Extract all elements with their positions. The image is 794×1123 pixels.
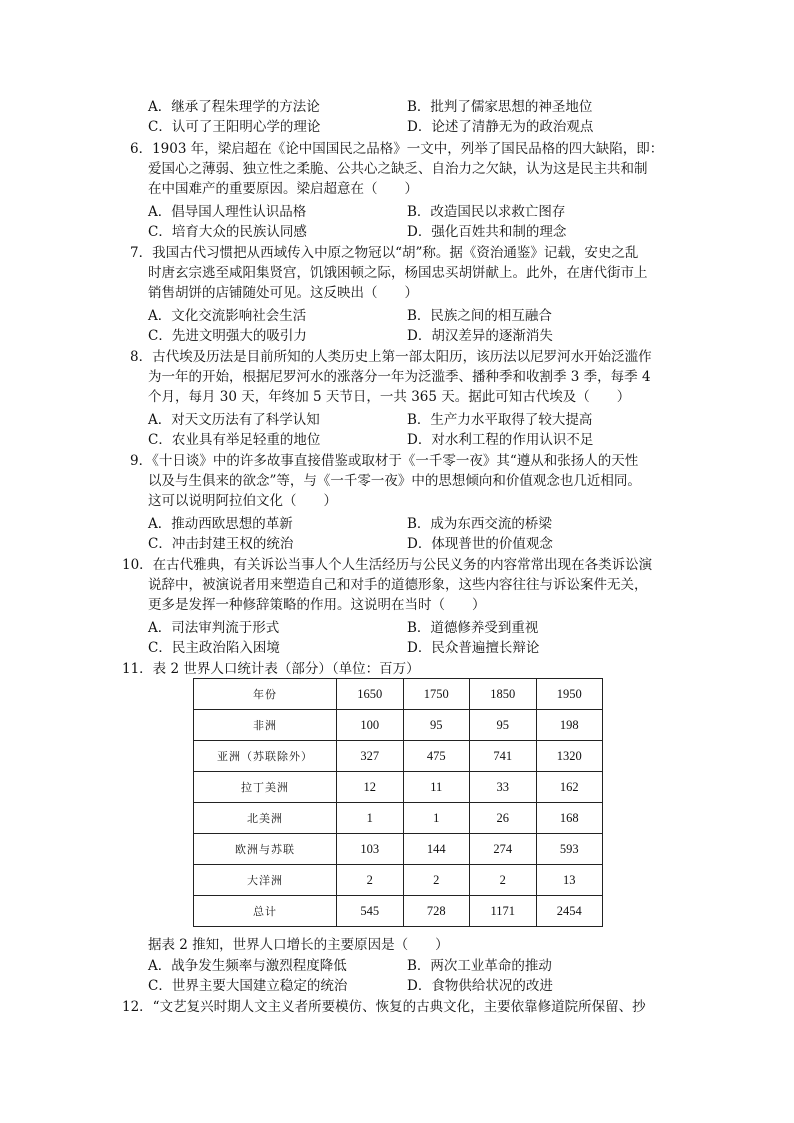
table-row [194, 741, 603, 772]
table-cell: 2 [337, 865, 404, 896]
q11-option-d: D．食物供给状况的改进 [407, 978, 553, 994]
q7-stem-line1: 7．我国古代习惯把从西域传入中原之物冠以“胡”称。据《资治通鉴》记载，安史之乱 [130, 245, 639, 261]
q6-option-c: C．培育大众的民族认同感 [148, 224, 307, 240]
table-header-cell: 年份 [194, 679, 337, 710]
table-header-cell: 1850 [470, 679, 537, 710]
q6-stem-line3: 在中国难产的重要原因。梁启超意在（ ） [148, 181, 418, 197]
table-row [194, 834, 603, 865]
q8-option-b: B．生产力水平取得了较大提高 [407, 412, 593, 428]
table-cell: 545 [337, 896, 404, 927]
q8-option-a: A．对天文历法有了科学认知 [148, 412, 320, 428]
q11-option-c: C．世界主要大国建立稳定的统治 [148, 978, 348, 994]
q8-option-c: C．农业具有举足轻重的地位 [148, 432, 321, 448]
q10-option-b: B．道德修养受到重视 [407, 620, 539, 636]
q11-table-title: 11．表 2 世界人口统计表（部分）（单位：百万） [122, 661, 420, 677]
q9-stem-line1: 9．《十日谈》中的许多故事直接借鉴或取材于《一千零一夜》其“遵从和张扬人的天性 [130, 453, 639, 469]
table-cell: 1 [337, 803, 404, 834]
table-cell: 2454 [536, 896, 603, 927]
q11-option-b: B．两次工业革命的推动 [407, 958, 552, 974]
table-row [194, 710, 603, 741]
table-cell: 1320 [536, 741, 603, 772]
table-row-label: 欧洲与苏联 [194, 834, 337, 865]
table-header-cell: 1950 [536, 679, 603, 710]
q6-stem-line1: 6．1903 年，梁启超在《论中国国民之品格》一文中，列举了国民品格的四大缺陷，即： [130, 141, 664, 157]
q9-stem-line3: 这可以说明阿拉伯文化（ ） [148, 493, 337, 509]
q6-option-a: A．倡导国人理性认识品格 [148, 204, 307, 220]
table-cell: 168 [536, 803, 603, 834]
q10-stem-line2: 说辞中，被演说者用来塑造自己和对手的道德形象，这些内容往往与诉讼案件无关， [148, 577, 648, 593]
q5-option-c: C．认可了王阳明心学的理论 [148, 119, 321, 135]
q5-option-b: B．批判了儒家思想的神圣地位 [407, 99, 593, 115]
table-cell: 198 [536, 710, 603, 741]
q7-option-c: C．先进文明强大的吸引力 [148, 328, 307, 344]
table-cell: 95 [470, 710, 537, 741]
table-cell: 95 [403, 710, 470, 741]
table-row-label: 北美洲 [194, 803, 337, 834]
q8-stem-line1: 8．古代埃及历法是目前所知的人类历史上第一部太阳历，该历法以尼罗河水开始泛滥作 [130, 349, 652, 365]
table-cell: 475 [403, 741, 470, 772]
q7-option-b: B．民族之间的相互融合 [407, 308, 552, 324]
q9-option-d: D．体现普世的价值观念 [407, 536, 553, 552]
q11-stem: 据表 2 推知，世界人口增长的主要原因是（ ） [148, 937, 449, 953]
q7-option-d: D．胡汉差异的逐渐消失 [407, 328, 553, 344]
table-row-label: 亚洲（苏联除外） [194, 741, 337, 772]
q10-stem-line3: 更多是发挥一种修辞策略的作用。这说明在当时（ ） [148, 597, 486, 613]
q9-option-c: C．冲击封建王权的统治 [148, 536, 294, 552]
table-total-row [194, 896, 603, 927]
table-row-label: 拉丁美洲 [194, 772, 337, 803]
q9-stem-line2: 以及与生俱来的欲念”等，与《一千零一夜》中的思想倾向和价值观念也几近相同。 [148, 473, 641, 489]
q10-option-d: D．民众普遍擅长辩论 [407, 640, 540, 656]
table-cell: 103 [337, 834, 404, 865]
table-cell: 33 [470, 772, 537, 803]
table-cell: 741 [470, 741, 537, 772]
table-cell: 26 [470, 803, 537, 834]
table-cell: 593 [536, 834, 603, 865]
table-cell: 1 [403, 803, 470, 834]
table-cell: 728 [403, 896, 470, 927]
table-header-cell: 1750 [403, 679, 470, 710]
q10-option-a: A．司法审判流于形式 [148, 620, 280, 636]
table-row [194, 803, 603, 834]
table-row-label: 总计 [194, 896, 337, 927]
table-cell: 327 [337, 741, 404, 772]
q9-option-b: B．成为东西交流的桥梁 [407, 516, 552, 532]
q11-option-a: A．战争发生频率与激烈程度降低 [148, 958, 347, 974]
table-cell: 13 [536, 865, 603, 896]
table-cell: 12 [337, 772, 404, 803]
table-cell: 274 [470, 834, 537, 865]
population-table [193, 678, 603, 927]
table-cell: 100 [337, 710, 404, 741]
q7-stem-line3: 销售胡饼的店铺随处可见。这反映出（ ） [148, 285, 418, 301]
table-header-cell: 1650 [337, 679, 404, 710]
q10-stem-line1: 10．在古代雅典，有关诉讼当事人个人生活经历与公民义务的内容常常出现在各类诉讼演 [122, 557, 653, 573]
table-row-label: 大洋洲 [194, 865, 337, 896]
q6-stem-line2: 爱国心之薄弱、独立性之柔脆、公共心之缺乏、自治力之欠缺，认为这是民主共和制 [148, 161, 648, 177]
table-cell: 11 [403, 772, 470, 803]
q7-option-a: A．文化交流影响社会生活 [148, 308, 307, 324]
table-cell: 2 [403, 865, 470, 896]
table-row-label: 非洲 [194, 710, 337, 741]
q12-stem-line1: 12．“文艺复兴时期人文主义者所要模仿、恢复的古典文化，主要依靠修道院所保留、抄 [122, 999, 646, 1015]
q8-stem-line2: 为一年的开始，根据尼罗河水的涨落分一年为泛滥季、播种季和收割季 3 季，每季 4 [148, 369, 651, 385]
q5-option-d: D．论述了清静无为的政治观点 [407, 119, 594, 135]
q8-stem-line3: 个月，每月 30 天，年终加 5 天节日，一共 365 天。据此可知古代埃及（ ） [148, 389, 631, 405]
table-cell: 144 [403, 834, 470, 865]
table-cell: 2 [470, 865, 537, 896]
q7-stem-line2: 时唐玄宗逃至咸阳集贤宫，饥饿困顿之际，杨国忠买胡饼献上。此外，在唐代街市上 [148, 265, 648, 281]
q9-option-a: A．推动西欧思想的革新 [148, 516, 293, 532]
q10-option-c: C．民主政治陷入困境 [148, 640, 280, 656]
q8-option-d: D．对水利工程的作用认识不足 [407, 432, 594, 448]
q6-option-d: D．强化百姓共和制的理念 [407, 224, 567, 240]
table-row [194, 772, 603, 803]
q5-option-a: A．继承了程朱理学的方法论 [148, 99, 320, 115]
table-header-row [194, 679, 603, 710]
q6-option-b: B．改造国民以求救亡图存 [407, 204, 566, 220]
table-cell: 1171 [470, 896, 537, 927]
table-cell: 162 [536, 772, 603, 803]
table-row [194, 865, 603, 896]
